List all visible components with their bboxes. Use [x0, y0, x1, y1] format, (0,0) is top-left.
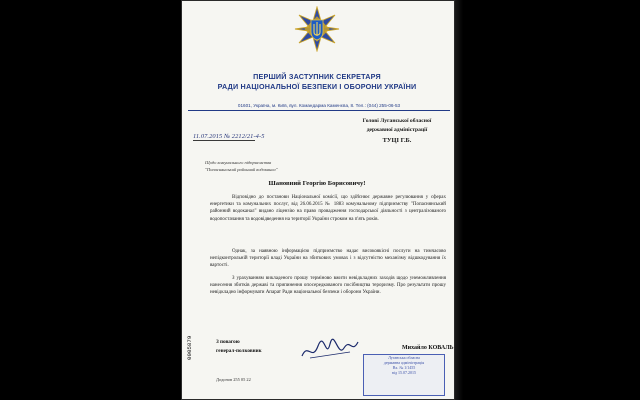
recipient-line-1: Голові Луганської обласної — [362, 118, 432, 124]
document-serial-number: 0005879 — [186, 335, 193, 360]
handwritten-signature — [300, 336, 360, 366]
stamp-line-1: Луганська обласна — [388, 355, 420, 360]
letterhead-title: ПЕРШИЙ ЗАСТУПНИК СЕКРЕТАРЯ — [253, 72, 381, 81]
stamp-line-2: державна адміністрація — [383, 360, 425, 365]
letterhead-divider — [188, 110, 450, 111]
subject-line-1: Щодо комунального підприємства — [205, 160, 272, 165]
registration-date: 11.07.2015 № 2212/21-4-5 — [193, 133, 265, 140]
recipient-name: ТУЦІ Г.Б. — [382, 137, 412, 144]
stamp-line-3: Вх. № 1/1455 — [392, 365, 416, 370]
page-edge-shadow — [455, 0, 463, 400]
letterhead-address: 01601, Україна, м. Київ, вул. Командарма Каменєва, 8. Тел.: (044) 255-06-53 — [237, 103, 401, 108]
executor-contact: Додонов 255 05 22 — [216, 377, 251, 382]
nsdc-emblem-icon — [294, 6, 340, 52]
closing-line-1: З повагою — [216, 339, 240, 345]
stamp-line-4: від 15.07.2015 — [391, 370, 417, 375]
subject-line-2: "Попаснянський районний водоканал" — [205, 167, 278, 172]
incoming-registration-stamp — [363, 354, 445, 396]
date-underline — [193, 140, 255, 141]
closing-line-2: генерал-полковник — [216, 348, 262, 354]
letterhead-subtitle: РАДИ НАЦІОНАЛЬНОЇ БЕЗПЕКИ І ОБОРОНИ УКРАЇНИ — [217, 82, 417, 91]
recipient-line-2: державної адміністрації — [366, 127, 428, 133]
body-paragraph-1: Відповідно до постанови Національної комісії, що здійснює державне регулювання у сферах енергетики та комунальних послуг, від 26.06.2015 № 1883 комунальному підприємству "Попаснянський районний водоканал" видано ліцензію на право провадження господарської діяльності з централізованого водопостачання та водовідведення на території України строком на п'ять років. — [210, 195, 446, 222]
body-paragraph-2: Однак, за наявною інформацією підприємство надає високоякісні послуги на тимчасово непідконтрольній території владі України на збиткових умовах і з відсутністю механізму відшкодування їх вартості. — [210, 249, 446, 269]
salutation: Шановний Георгію Борисовичу! — [268, 180, 366, 187]
signer-name: Михайло КОВАЛЬ — [402, 345, 454, 351]
body-paragraph-3: З урахуванням викладеного прошу терміново вжити невідкладних заходів щодо унеможливлення нанесення збитків державі та припинення опосередкованого посібництва тероризму. Про результати прошу невідкладно інформувати Апарат Ради національної безпеки і оборони України. — [210, 276, 446, 296]
